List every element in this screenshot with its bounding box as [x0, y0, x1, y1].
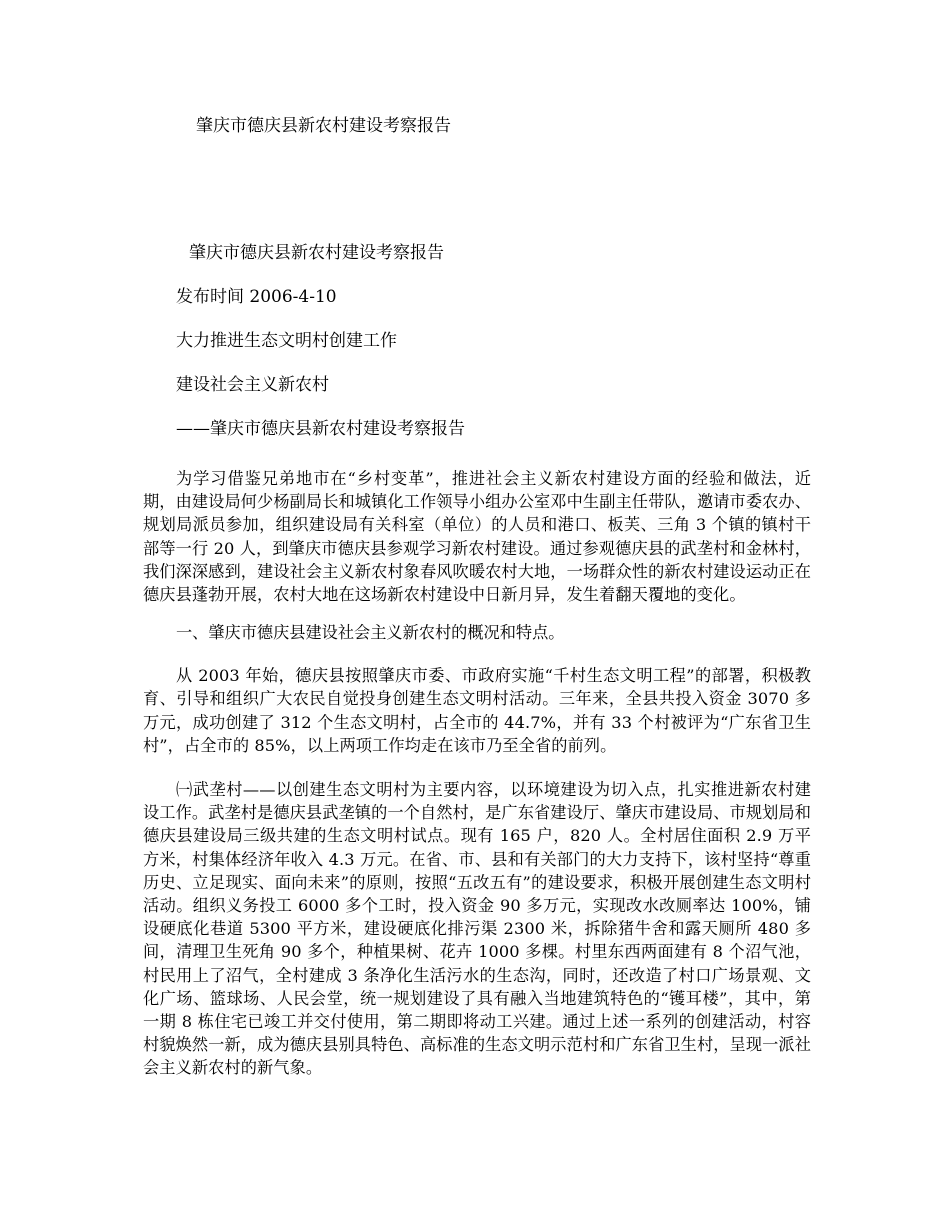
- document-body: [143, 243, 811, 1080]
- heading-title: 肇庆市德庆县新农村建设考察报告: [189, 243, 444, 263]
- paragraph-intro: 为学习借鉴兄弟地市在“乡村变革”，推进社会主义新农村建设方面的经验和做法，近期，由建设局何少杨副局长和城镇化工作领导小组办公室邓中生副主任带队，邀请市委农办、规划局派员参加，组织建设局有关科室（单位）的人员和港口、板芙、三角 3 个镇的镇村干部等一行 20 人，到肇庆市德庆县参观学习新农村建设。通过参观德庆县的武垄村和金林村，我们深深感到，建设社会主义新农村象春风吹暖农村大地，一场群众性的新农村建设运动正在德庆县蓬勃开展，农村大地在这场新农村建设中日新月异，发生着翻天覆地的变化。: [143, 469, 811, 605]
- paragraph-overview: 从 2003 年始，德庆县按照肇庆市委、市政府实施“千村生态文明工程”的部署，积极教育、引导和组织广大农民自觉投身创建生态文明村活动。三年来，全县共投入资金 3070 多万元，成功创建了 312 个生态文明村，占全市的 44.7%，并有 33 个村被评为“广东省卫生村”，占全市的 85%，以上两项工作均走在该市乃至全省的前列。: [143, 666, 811, 755]
- headline-1: 大力推进生态文明村创建工作: [176, 331, 397, 351]
- section-1-heading: 一、肇庆市德庆县建设社会主义新农村的概况和特点。: [176, 623, 565, 643]
- headline-2: 建设社会主义新农村: [176, 375, 329, 395]
- paragraph-wulong: ㈠武垄村——以创建生态文明村为主要内容，以环境建设为切入点，扎实推进新农村建设工作。武垄村是德庆县武垄镇的一个自然村，是广东省建设厅、肇庆市建设局、市规划局和德庆县建设局三级共建的生态文明村试点。现有 165 户，820 人。全村居住面积 2.9 万平方米，村集体经济年收入 4.3 万元。在省、市、县和有关部门的大力支持下，该村坚持“尊重历史、立足现实、面向未来”的原则，按照“五改五有”的建设要求，积极开展创建生态文明村活动。组织义务投工 6000 多个工时，投入资金 90 多万元，实现改水改厕率达 100%，铺设硬底化巷道 5300 平方米，建设硬底化排污渠 2300 米，拆除猪牛舍和露天厕所 480 多间，清理卫生死角 90 多个，种植果树、花卉 1000 多棵。村里东西两面建有 8 个沼气池，村民用上了沼气，全村建成 3 条净化生活污水的生态沟，同时，还改造了村口广场景观、文化广场、篮球场、人民会堂，统一规划建设了具有融入当地建筑特色的“镬耳楼”，其中，第一期 8 栋住宅已竣工并交付使用，第二期即将动工兴建。通过上述一系列的创建活动，村容村貌焕然一新，成为德庆县别具特色、高标准的生态文明示范村和广东省卫生村，呈现一派社会主义新农村的新气象。: [143, 780, 811, 1078]
- subtitle: ——肇庆市德庆县新农村建设考察报告: [176, 419, 465, 439]
- cover-title: 肇庆市德庆县新农村建设考察报告: [196, 116, 451, 136]
- publish-date: 发布时间 2006-4-10: [176, 287, 337, 307]
